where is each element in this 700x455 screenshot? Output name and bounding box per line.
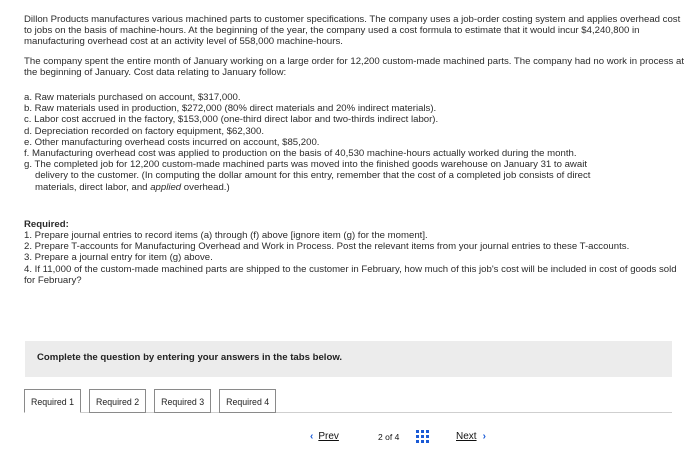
list-item: c. Labor cost accrued in the factory, $153,000 (one-third direct labor and two-thirds indirect labor). [24,114,439,126]
total-pages: 4 [394,432,400,442]
page-position [378,432,399,443]
tab-required-3[interactable]: Required 3 [154,389,211,413]
prev-button[interactable] [310,431,339,442]
required-4: 4. If 11,000 of the custom-made machined parts are shipped to the customer in February, how much of this job's cost will be included in cost of goods sold for February? [24,263,677,286]
chevron-left-icon: ‹ [310,431,314,442]
list-item: f. Manufacturing overhead cost was applied to production on the basis of 40,530 machine-hours actually worked during the month. [24,148,577,160]
list-item: e. Other manufacturing overhead costs incurred on account, $85,200. [24,136,320,148]
intro-paragraph-2: The company spent the entire month of January working on a large order for 12,200 custom-made machined parts. The company had no work in process at the beginning of January. Cost data relating to January follow: [24,55,685,78]
pagination [0,428,700,448]
instruction-banner: Complete the question by entering your answers in the tabs below. [25,341,672,377]
required-3: 3. Prepare a journal entry for item (g) above. [24,252,213,264]
cost-data-list [24,92,684,193]
tab-required-4[interactable]: Required 4 [219,389,276,413]
required-title: Required: [24,218,69,230]
intro-paragraph-1: Dillon Products manufactures various machined parts to customer specifications. The company uses a job-order costing system and applies overhead cost to jobs on the basis of machine-hours. At the beginning of the year, the company used a cost formula to estimate that it would incur $4,240,800 in manufacturing overhead cost at an activity level of 558,000 machine-hours. [24,14,681,48]
item-g-line-1: g. The completed job for 12,200 custom-made machined parts was moved into the finished goods warehouse on January 31 to await [24,159,587,171]
grid-icon[interactable] [416,430,430,444]
item-g-line-3-pre: materials, direct labor, and [35,181,151,193]
required-1: 1. Prepare journal entries to record items (a) through (f) above [ignore item (g) for the moment]. [24,230,428,242]
item-g-line-2: delivery to the customer. (In computing the dollar amount for this entry, remember that the cost of a completed job consists of direct [35,170,591,182]
current-page: 2 [378,432,383,442]
answer-tabs [24,389,276,413]
next-button[interactable] [456,431,486,442]
next-label: Next [456,431,477,442]
question-body [24,14,684,286]
required-2: 2. Prepare T-accounts for Manufacturing Overhead and Work in Process. Post the relevant items from your journal entries to these T-accounts. [24,241,630,253]
prev-label: Prev [318,431,339,442]
item-g-applied: applied [150,181,182,193]
tab-required-2[interactable]: Required 2 [89,389,146,413]
item-g-line-3 [24,182,684,193]
list-item: b. Raw materials used in production, $272,000 (80% direct materials and 20% indirect materials). [24,103,437,115]
list-item-g [24,159,684,193]
list-item: d. Depreciation recorded on factory equipment, $62,300. [24,125,264,137]
item-g-line-3-post: overhead.) [181,181,230,193]
required-section [24,219,684,286]
page-of: of [385,432,393,442]
tab-required-1[interactable]: Required 1 [24,389,81,413]
chevron-right-icon: › [482,431,486,442]
list-item: a. Raw materials purchased on account, $317,000. [24,92,241,104]
